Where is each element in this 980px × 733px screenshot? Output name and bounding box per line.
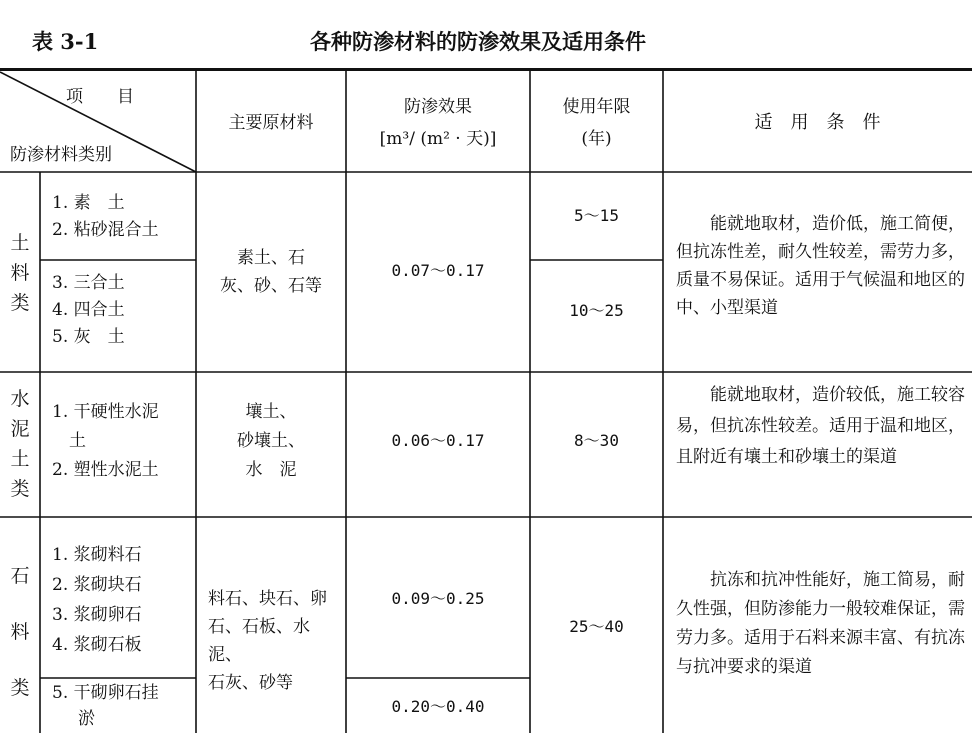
- stone-effect-a: 0.09～0.25: [391, 589, 485, 608]
- material-line: 石灰、砂等: [208, 673, 293, 693]
- list-item: 1. 浆砌料石: [52, 545, 142, 565]
- category-char: 石: [10, 565, 30, 587]
- list-item: 4. 浆砌石板: [52, 635, 142, 655]
- earth-material: [196, 244, 346, 300]
- diag-header-bottom: 防渗材料类别: [10, 145, 112, 165]
- list-item: 土: [52, 431, 86, 451]
- earth-years-a: 5～15: [574, 206, 619, 225]
- earth-conditions: 能就地取材，造价低，施工简便，但抗冻性差，耐久性较差，需劳力多，质量不易保证。适用于气候温和地区的中、小型渠道: [676, 214, 965, 318]
- category-char: 类: [10, 677, 30, 699]
- cement-items: [52, 398, 192, 485]
- stone-effect-b: 0.20～0.40: [391, 697, 485, 716]
- list-item: 2. 浆砌块石: [52, 575, 142, 595]
- category-char: 类: [10, 478, 30, 500]
- header-conditions: 适 用 条 件: [754, 112, 881, 133]
- list-item: 5. 灰 土: [52, 327, 125, 347]
- list-item: 2. 塑性水泥土: [52, 460, 159, 480]
- material-line: 石、石板、水泥、: [208, 617, 310, 665]
- category-char: 类: [10, 292, 30, 314]
- category-stone: [7, 548, 33, 716]
- header-effect-line1: 防渗效果: [404, 97, 472, 117]
- material-line: 素土、石: [237, 248, 305, 268]
- list-item: 5. 干砌卵石挂: [52, 683, 159, 703]
- list-item: 淤: [78, 709, 95, 729]
- header-years-line1: 使用年限: [562, 97, 631, 117]
- stone-material: [208, 585, 342, 697]
- category-char: 土: [10, 448, 30, 470]
- table-number: 表 3-1: [32, 29, 99, 54]
- diag-header-top: 项 目: [66, 87, 134, 107]
- earth-years-b: 10～25: [569, 301, 624, 320]
- material-line: 料石、块石、卵: [208, 589, 327, 609]
- header-material: 主要原材料: [228, 113, 314, 133]
- cement-conditions: 能就地取材，造价较低，施工较容易，但抗冻性较差。适用于温和地区，且附近有壤土和砂壤土的渠道: [676, 385, 965, 467]
- list-item: 1. 干硬性水泥: [52, 402, 159, 422]
- category-char: 土: [10, 232, 30, 254]
- material-line: 水 泥: [245, 460, 297, 480]
- cement-effect: 0.06～0.17: [391, 431, 485, 450]
- list-item: 3. 浆砌卵石: [52, 605, 142, 625]
- cement-years: 8～30: [574, 431, 619, 450]
- earth-items-a: [52, 190, 192, 244]
- list-item: 1. 素 土: [52, 193, 125, 213]
- list-item: 2. 粘砂混合土: [52, 220, 159, 240]
- stone-items-a: [52, 540, 192, 660]
- cement-material: [196, 398, 346, 485]
- material-line: 壤土、: [245, 402, 297, 422]
- category-char: 料: [10, 621, 30, 643]
- list-item: 4. 四合土: [52, 300, 125, 320]
- material-line: 灰、砂、石等: [220, 276, 322, 296]
- category-char: 料: [10, 262, 30, 284]
- category-char: 水: [10, 388, 30, 410]
- category-char: 泥: [10, 418, 30, 440]
- list-item: 3. 三合土: [52, 273, 125, 293]
- category-cement-soil: [7, 384, 33, 504]
- category-earth: [7, 228, 33, 318]
- stone-years: 25～40: [569, 617, 624, 636]
- stone-items-b: [52, 680, 192, 732]
- earth-items-b: [52, 270, 192, 351]
- header-effect-line2: [m³/ (m² · 天)]: [379, 129, 497, 149]
- earth-effect: 0.07～0.17: [391, 261, 485, 280]
- header-years-line2: (年): [581, 129, 612, 149]
- stone-conditions: 抗冻和抗冲性能好，施工简易，耐久性强，但防渗能力一般较难保证，需劳力多。适用于石料来源丰富、有抗冻与抗冲要求的渠道: [676, 570, 965, 677]
- table-title: 各种防渗材料的防渗效果及适用条件: [310, 29, 646, 54]
- material-line: 砂壤土、: [237, 431, 305, 451]
